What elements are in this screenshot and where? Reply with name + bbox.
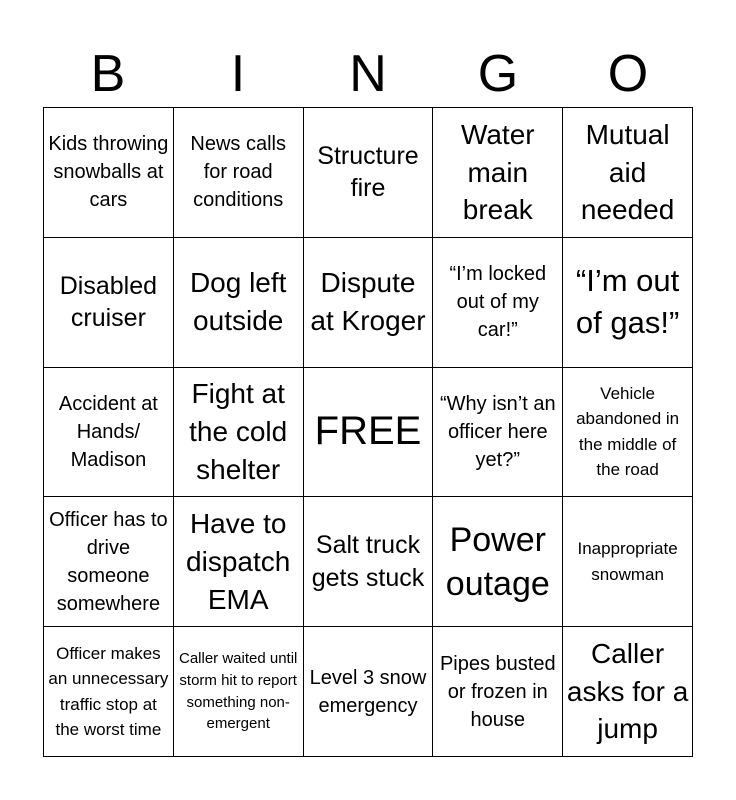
- bingo-cell[interactable]: [304, 108, 434, 238]
- bingo-cell[interactable]: [44, 627, 174, 757]
- cell-text: Structure fire: [317, 141, 419, 203]
- cell-text: “Why isn’t an officer here yet?”: [439, 392, 556, 471]
- cell-text: Vehicle abandoned in the middle of the road: [576, 383, 680, 480]
- bingo-cell[interactable]: [174, 368, 304, 498]
- cell-text: Dispute at Kroger: [310, 267, 426, 337]
- bingo-cell[interactable]: [563, 627, 693, 757]
- bingo-cell[interactable]: [44, 497, 174, 627]
- cell-text: Pipes busted or frozen in house: [439, 652, 556, 731]
- free-text: FREE: [314, 409, 422, 454]
- cell-text: Disabled cruiser: [59, 271, 158, 333]
- cell-text: “I’m locked out of my car!”: [449, 263, 547, 342]
- free-cell[interactable]: [304, 368, 434, 498]
- bingo-cell[interactable]: [174, 627, 304, 757]
- bingo-cell[interactable]: [174, 108, 304, 238]
- bingo-cell[interactable]: [563, 238, 693, 368]
- bingo-cell[interactable]: [174, 497, 304, 627]
- bingo-cell[interactable]: [433, 497, 563, 627]
- bingo-cell[interactable]: [433, 368, 563, 498]
- bingo-cell[interactable]: [174, 238, 304, 368]
- bingo-board: [43, 107, 693, 757]
- bingo-cell[interactable]: [433, 627, 563, 757]
- cell-text: Have to dispatch EMA: [186, 508, 291, 615]
- cell-text: Mutual aid needed: [580, 118, 675, 226]
- cell-text: Accident at Hands/ Madison: [58, 392, 158, 471]
- cell-text: Inappropriate snowman: [577, 539, 678, 584]
- cell-text: Power outage: [445, 520, 550, 603]
- cell-text: Kids throwing snowballs at cars: [48, 133, 169, 212]
- cell-text: News calls for road conditions: [190, 133, 286, 212]
- header-letter-n: N: [349, 45, 387, 103]
- bingo-cell[interactable]: [304, 238, 434, 368]
- header-letter-g: G: [477, 45, 519, 103]
- header-letter-i: I: [230, 45, 246, 103]
- cell-text: Dog left outside: [189, 267, 287, 337]
- cell-text: Officer makes an unnecessary traffic stop at the worst time: [48, 643, 169, 740]
- bingo-header: [43, 42, 693, 106]
- cell-text: Salt truck gets stuck: [311, 531, 425, 592]
- bingo-cell[interactable]: [44, 368, 174, 498]
- bingo-cell[interactable]: [563, 368, 693, 498]
- bingo-cell[interactable]: [304, 627, 434, 757]
- cell-text: Caller asks for a jump: [566, 637, 689, 745]
- cell-text: Fight at the cold shelter: [189, 378, 288, 485]
- bingo-cell[interactable]: [433, 108, 563, 238]
- bingo-cell[interactable]: [44, 238, 174, 368]
- header-letter-o: O: [607, 45, 649, 103]
- bingo-cell[interactable]: [44, 108, 174, 238]
- cell-text: Level 3 snow emergency: [309, 666, 427, 717]
- cell-text: Caller waited until storm hit to report something non-emergent: [179, 650, 298, 733]
- cell-text: Water main break: [460, 118, 535, 226]
- cell-text: “I’m out of gas!”: [575, 263, 680, 341]
- cell-text: Officer has to drive someone somewhere: [49, 508, 168, 615]
- bingo-cell[interactable]: [433, 238, 563, 368]
- bingo-cell[interactable]: [304, 497, 434, 627]
- header-letter-b: B: [90, 45, 126, 103]
- bingo-cell[interactable]: [563, 108, 693, 238]
- bingo-cell[interactable]: [563, 497, 693, 627]
